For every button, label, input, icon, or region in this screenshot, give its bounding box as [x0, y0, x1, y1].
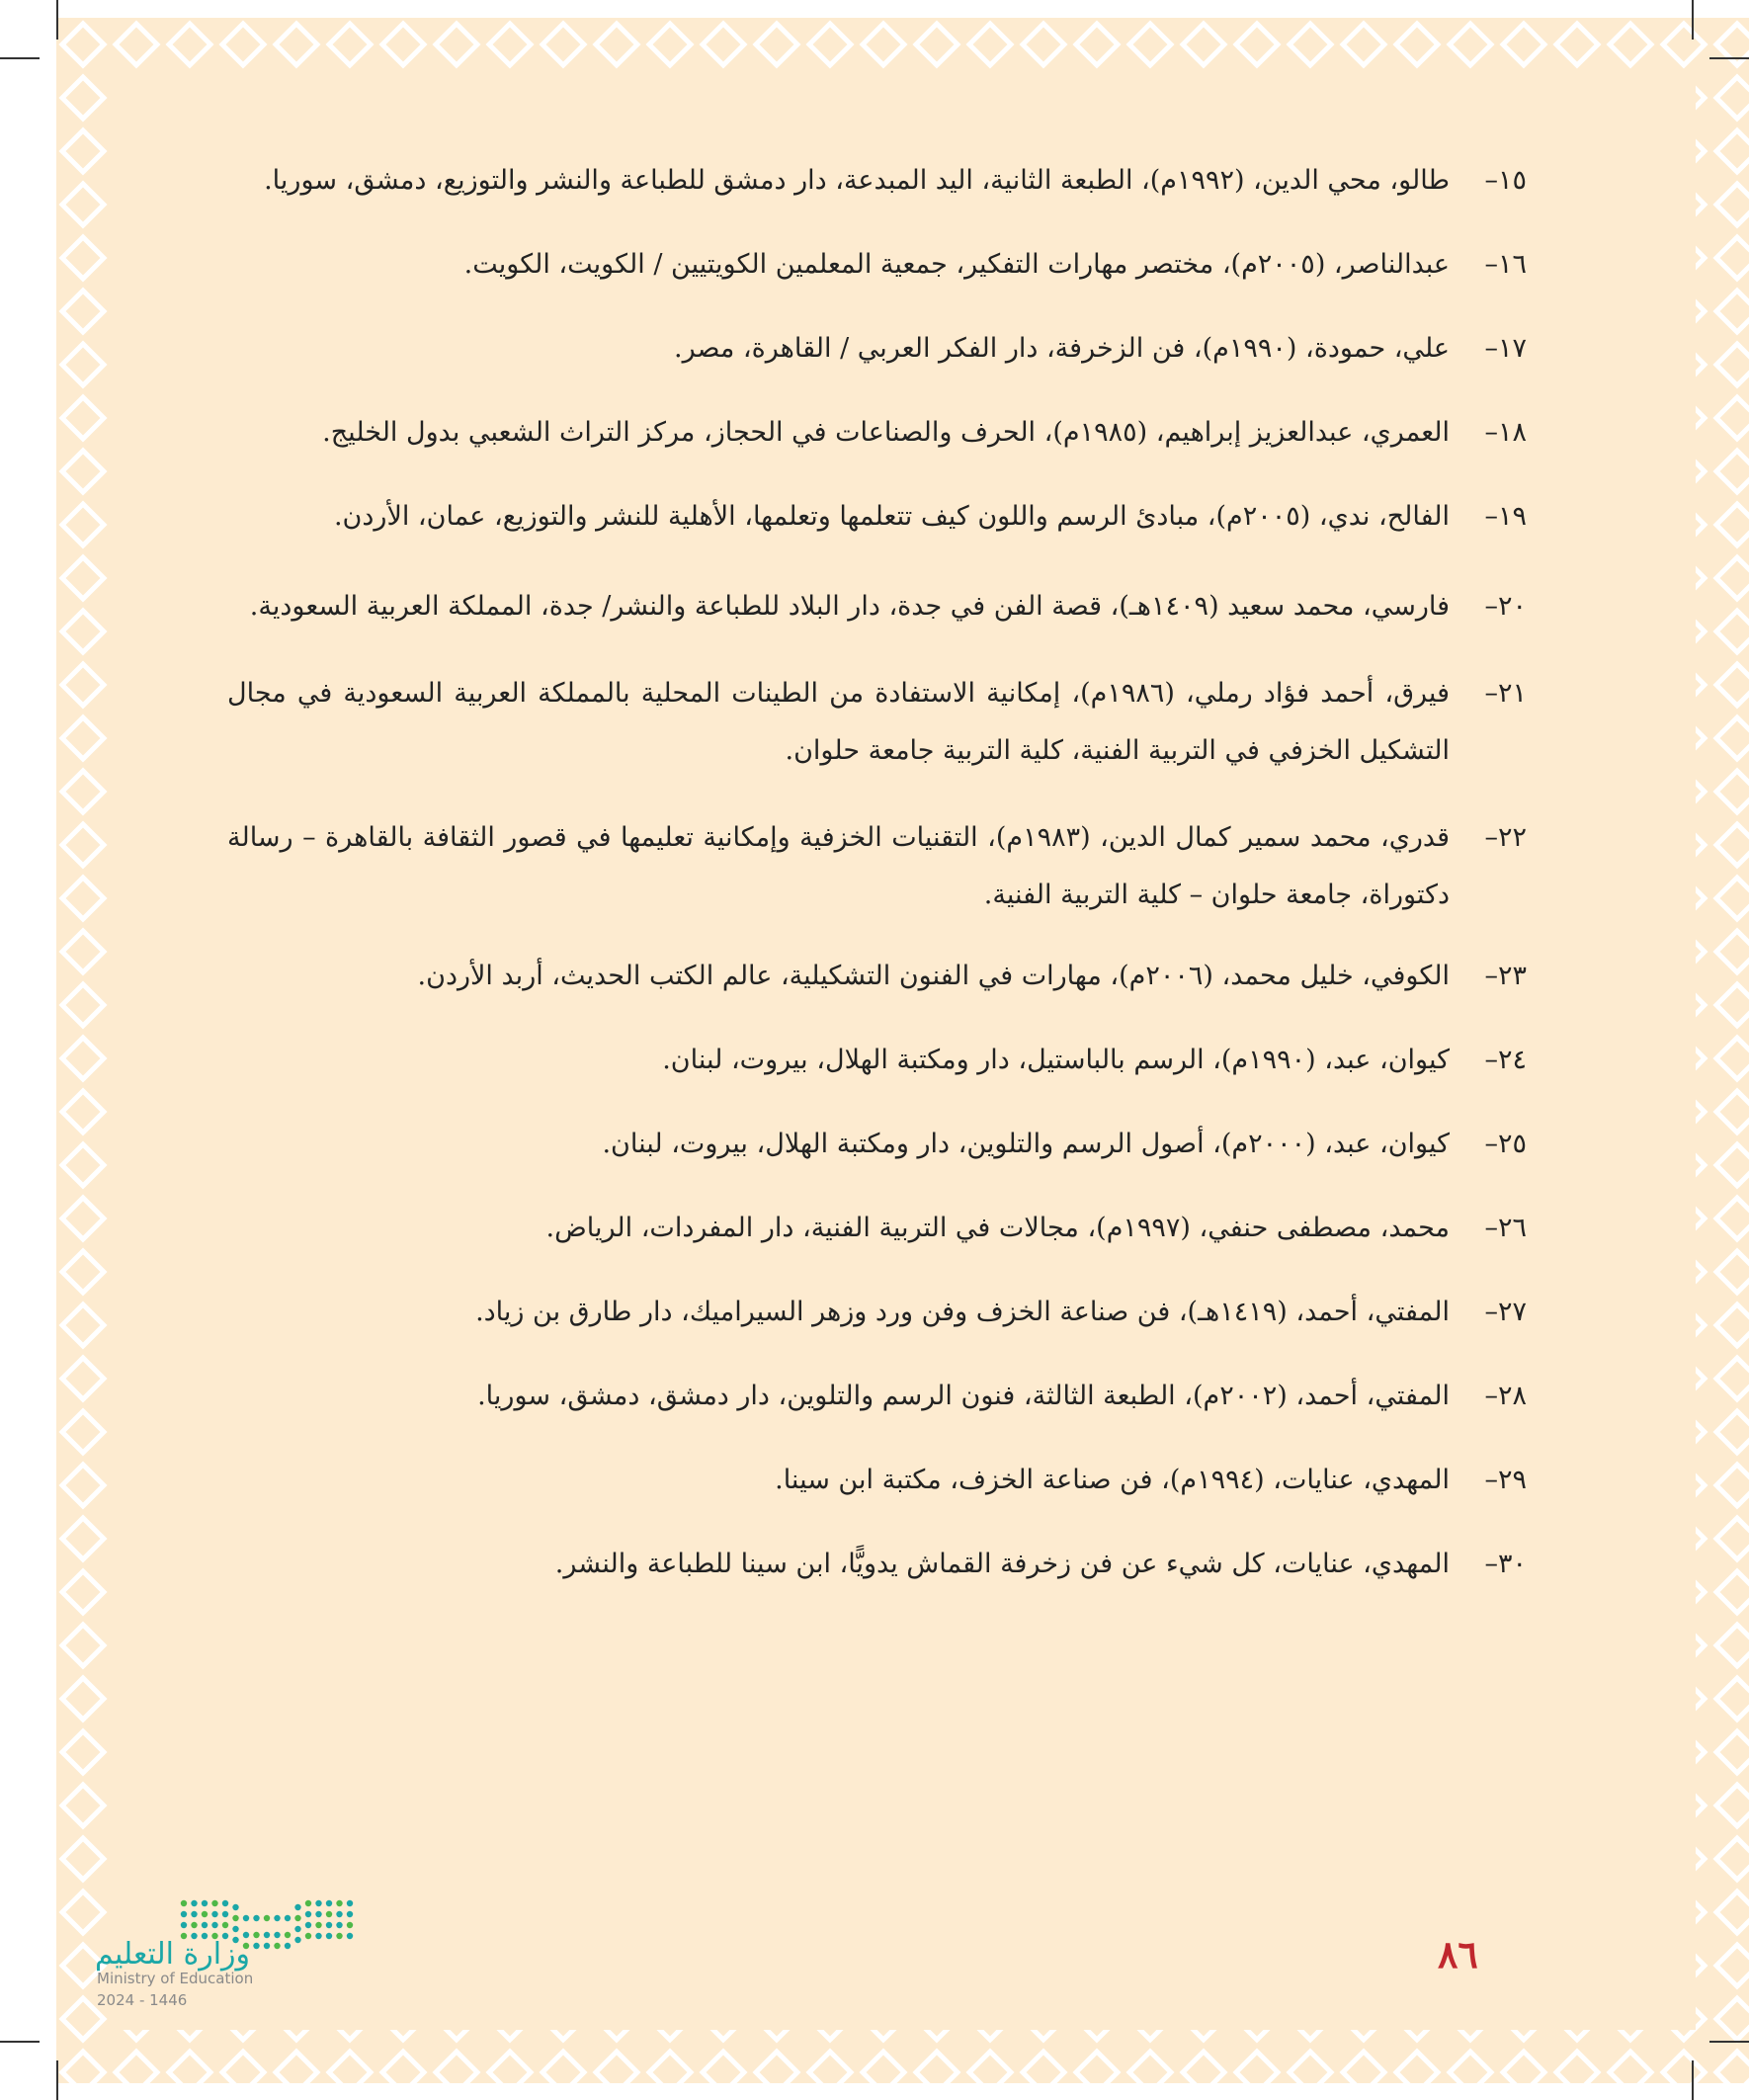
logo-dot: [202, 1922, 208, 1928]
logo-year-text: 2024 - 1446: [97, 1991, 188, 2009]
reference-text: المهدي، عنايات، (١٩٩٤م)، فن صناعة الخزف، مكتبة ابن سينا.: [775, 1465, 1450, 1495]
reference-text: كيوان، عبد، (١٩٩٠م)، الرسم بالباستيل، دار ومكتبة الهلال، بيروت، لبنان.: [662, 1045, 1450, 1075]
logo-dot: [294, 1937, 300, 1943]
page-number: ٨٦: [1438, 1932, 1478, 1976]
reference-item: [227, 1542, 1527, 1586]
reference-number: ٢٨–: [1484, 1381, 1527, 1411]
logo-dot: [232, 1926, 238, 1932]
reference-text: المهدي، عنايات، كل شيء عن فن زخرفة القماش يدويًّا، ابن سينا للطباعة والنشر.: [554, 1549, 1450, 1579]
logo-dot: [336, 1922, 342, 1928]
logo-dot: [191, 1911, 197, 1917]
reference-text: العمري، عبدالعزيز إبراهيم، (١٩٨٥م)، الحرف والصناعات في الحجاز، مركز التراث الشعبي بدول الخليج.: [322, 417, 1450, 448]
logo-dot: [285, 1932, 291, 1938]
logo-dot: [222, 1900, 228, 1906]
reference-text: فيرق، أحمد فؤاد رملي، (١٩٨٦م)، إمكانية الاستفادة من الطينات المحلية بالمملكة العربية السعودية في مجال التشكيل الخزفي في التربية الفنية، كلية التربية جامعة حلوان.: [227, 678, 1450, 766]
logo-dot: [222, 1922, 228, 1928]
logo-dot: [315, 1933, 321, 1939]
reference-number: ١٧–: [1484, 333, 1527, 364]
logo-dot: [211, 1900, 217, 1906]
logo-dot: [305, 1900, 311, 1906]
references-list: [227, 158, 1527, 1626]
reference-item: [227, 1374, 1527, 1418]
reference-text: المفتي، أحمد، (١٤١٩هـ)، فن صناعة الخزف وفن ورد وزهر السيراميك، دار طارق بن زياد.: [475, 1297, 1450, 1327]
reference-item: [227, 242, 1527, 287]
reference-text: فارسي، محمد سعيد (١٤٠٩هـ)، قصة الفن في جدة، دار البلاد للطباعة والنشر/ جدة، المملكة العربية السعودية.: [249, 591, 1450, 622]
reference-number: ٢٤–: [1484, 1045, 1527, 1075]
reference-number: ٢١–: [1484, 678, 1527, 709]
logo-dot: [191, 1900, 197, 1906]
reference-number: ٢٧–: [1484, 1297, 1527, 1327]
logo-dot: [243, 1915, 249, 1921]
logo-dot: [253, 1915, 259, 1921]
crop-mark: [1692, 0, 1694, 40]
logo-dot: [181, 1911, 187, 1917]
logo-dot: [202, 1900, 208, 1906]
reference-number: ٢٠–: [1484, 591, 1527, 622]
reference-text: الكوفي، خليل محمد، (٢٠٠٦م)، مهارات في الفنون التشكيلية، عالم الكتب الحديث، أربد الأردن.: [417, 961, 1450, 991]
logo-dot: [326, 1900, 332, 1906]
reference-item: [227, 954, 1527, 998]
reference-text: الفالح، ندي، (٢٠٠٥م)، مبادئ الرسم واللون كيف تتعلمها وتعلمها، الأهلية للنشر والتوزيع، عمان، الأردن.: [333, 501, 1450, 532]
ministry-dots-logo-icon: [178, 1853, 366, 2011]
logo-dot: [336, 1933, 342, 1939]
logo-dot: [326, 1933, 332, 1939]
logo-dot: [285, 1943, 291, 1949]
reference-item: [227, 1458, 1527, 1502]
crop-mark: [1692, 2060, 1694, 2100]
logo-dot: [211, 1911, 217, 1917]
logo-english-text: Ministry of Education: [97, 1970, 254, 1987]
logo-dot: [347, 1933, 353, 1939]
crop-mark: [1709, 2041, 1749, 2043]
reference-text: المفتي، أحمد، (٢٠٠٢م)، الطبعة الثالثة، فنون الرسم والتلوين، دار دمشق، دمشق، سوريا.: [477, 1381, 1450, 1411]
crop-mark: [56, 0, 58, 40]
reference-item: [227, 410, 1527, 455]
reference-item: [227, 1206, 1527, 1250]
reference-text: محمد، مصطفى حنفي، (١٩٩٧م)، مجالات في التربية الفنية، دار المفردات، الرياض.: [545, 1213, 1450, 1243]
logo-dot: [202, 1911, 208, 1917]
logo-dot: [274, 1943, 280, 1949]
logo-dot: [274, 1932, 280, 1938]
reference-number: ١٨–: [1484, 417, 1527, 448]
reference-text: علي، حمودة، (١٩٩٠م)، فن الزخرفة، دار الفكر العربي / القاهرة، مصر.: [673, 333, 1450, 364]
logo-dot: [232, 1904, 238, 1910]
crop-mark: [1709, 57, 1749, 59]
crop-mark: [0, 57, 40, 59]
logo-dot: [347, 1911, 353, 1917]
reference-text: كيوان، عبد، (٢٠٠٠م)، أصول الرسم والتلوين، دار ومكتبة الهلال، بيروت، لبنان.: [602, 1129, 1450, 1159]
logo-dot: [315, 1900, 321, 1906]
logo-dot: [347, 1900, 353, 1906]
logo-dot: [305, 1922, 311, 1928]
reference-item: [227, 494, 1527, 539]
logo-dot: [181, 1922, 187, 1928]
logo-arabic-text: وزارة التعليم: [95, 1937, 251, 1972]
reference-item: [227, 1290, 1527, 1334]
reference-number: ٢٢–: [1484, 822, 1527, 853]
crop-mark: [56, 2060, 58, 2100]
reference-number: ٢٥–: [1484, 1129, 1527, 1159]
logo-dot: [294, 1904, 300, 1910]
logo-dot: [305, 1911, 311, 1917]
reference-number: ١٥–: [1484, 165, 1527, 196]
logo-dot: [191, 1922, 197, 1928]
reference-number: ١٩–: [1484, 501, 1527, 532]
logo-dot: [305, 1933, 311, 1939]
reference-number: ٢٣–: [1484, 961, 1527, 991]
logo-dot: [181, 1900, 187, 1906]
logo-dot: [211, 1922, 217, 1928]
logo-dot: [274, 1915, 280, 1921]
logo-dot: [336, 1911, 342, 1917]
logo-dot: [336, 1900, 342, 1906]
logo-dot: [222, 1911, 228, 1917]
reference-item: [227, 809, 1527, 924]
reference-number: ١٦–: [1484, 249, 1527, 280]
logo-dot: [232, 1915, 238, 1921]
reference-text: قدري، محمد سمير كمال الدين، (١٩٨٣م)، التقنيات الخزفية وإمكانية تعليمها في قصور الثقافة بالقاهرة – رسالة دكتوراة، جامعة حلوان – كلية التربية الفنية.: [227, 822, 1450, 910]
reference-number: ٢٦–: [1484, 1213, 1527, 1243]
reference-text: طالو، محي الدين، (١٩٩٢م)، الطبعة الثانية، اليد المبدعة، دار دمشق للطباعة والنشر والتوزيع، دمشق، سوريا.: [264, 165, 1450, 196]
logo-dot: [294, 1915, 300, 1921]
logo-dot: [315, 1922, 321, 1928]
reference-number: ٢٩–: [1484, 1465, 1527, 1495]
reference-item: [227, 326, 1527, 371]
logo-dot: [347, 1922, 353, 1928]
reference-item: [227, 158, 1527, 203]
logo-dot: [285, 1915, 291, 1921]
reference-text: عبدالناصر، (٢٠٠٥م)، مختصر مهارات التفكير، جمعية المعلمين الكويتيين / الكويت، الكويت.: [463, 249, 1450, 280]
reference-item: [227, 578, 1527, 635]
reference-number: ٣٠–: [1484, 1549, 1527, 1579]
logo-dot: [264, 1915, 270, 1921]
logo-dot: [326, 1911, 332, 1917]
logo-dot: [294, 1926, 300, 1932]
reference-item: [227, 665, 1527, 780]
logo-dot: [315, 1911, 321, 1917]
crop-mark: [0, 2041, 40, 2043]
reference-item: [227, 1122, 1527, 1166]
reference-item: [227, 1038, 1527, 1082]
logo-dot: [326, 1922, 332, 1928]
